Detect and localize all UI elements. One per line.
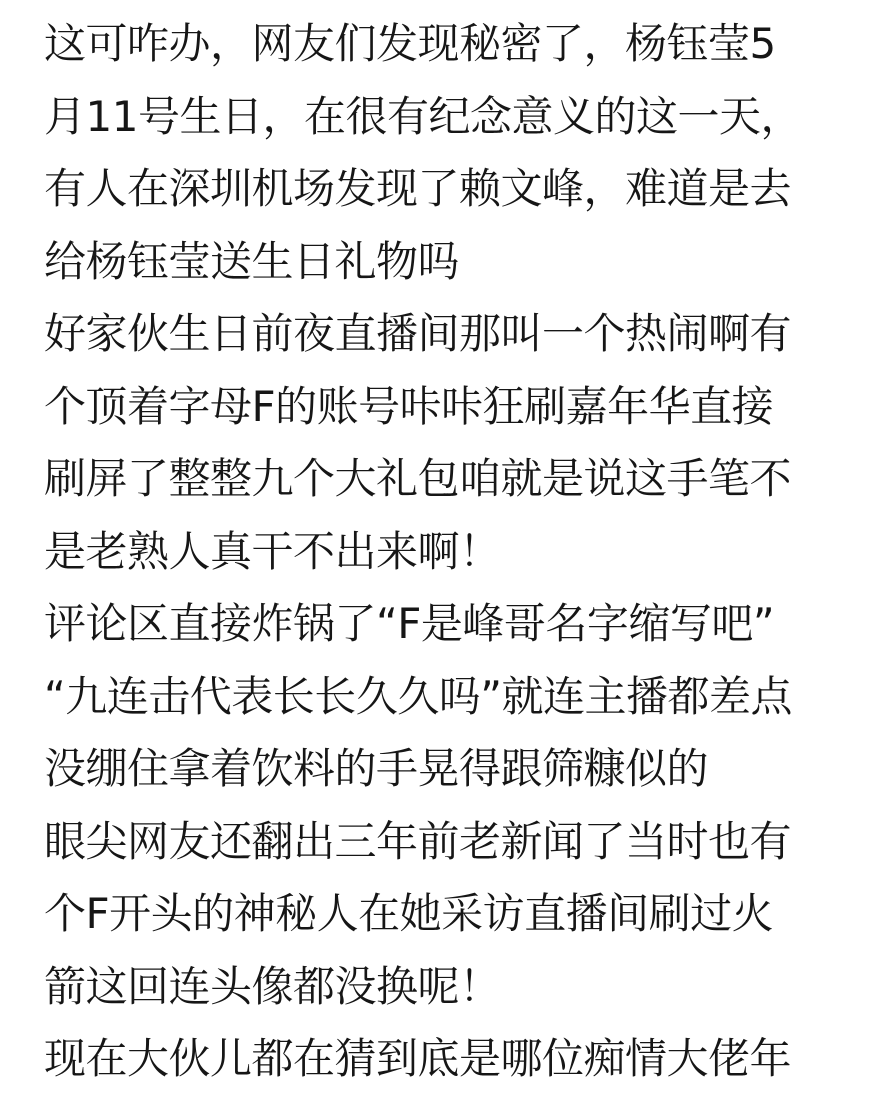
text-line: 好家伙生日前夜直播间那叫一个热闹啊有	[44, 309, 792, 358]
text-line: 眼尖网友还翻出三年前老新闻了当时也有	[44, 816, 792, 866]
text-line: 没绷住拿着饮料的手晃得跟筛糠似的	[44, 744, 709, 793]
text-line: 现在大伙儿都在猜到底是哪位痴情大佬年	[44, 1034, 792, 1083]
text-line: “九连击代表长长久久吗”就连主播都差点	[44, 671, 793, 721]
article-body	[44, 8, 884, 1096]
text-line: 个顶着字母F的账号咔咔狂刷嘉年华直接	[44, 381, 774, 431]
text-line: 刷屏了整整九个大礼包咱就是说这手笔不	[44, 454, 792, 503]
text-line: 这可咋办，网友们发现秘密了，杨钰莹5	[44, 19, 776, 68]
text-line: 月11号生日，在很有纪念意义的这一天，	[44, 91, 802, 141]
text-line: 箭这回连头像都没换呢！	[44, 961, 501, 1011]
text-line: 有人在深圳机场发现了赖文峰，难道是去	[44, 164, 792, 213]
text-line: 评论区直接炸锅了“F是峰哥名字缩写吧”	[44, 599, 775, 648]
text-line: 给杨钰莹送生日礼物吗	[44, 236, 460, 286]
text-line: 是老熟人真干不出来啊！	[44, 526, 501, 576]
text-line: 个F开头的神秘人在她采访直播间刷过火	[44, 889, 774, 938]
